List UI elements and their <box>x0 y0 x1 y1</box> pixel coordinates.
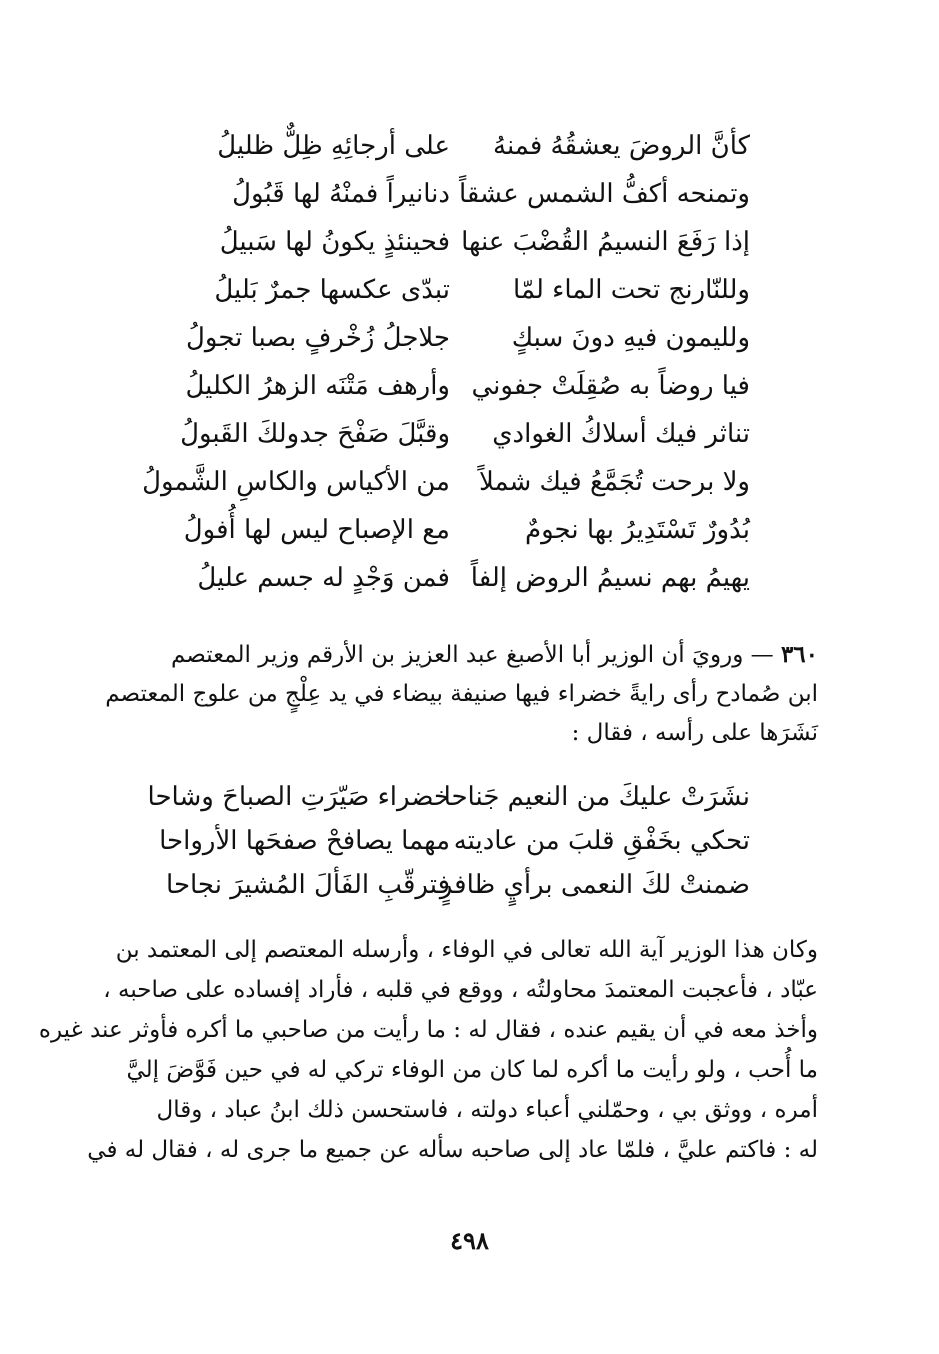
hemistich-second: فمن وَجْدٍ له جسم عليلُ <box>197 563 450 593</box>
verse <box>159 819 750 863</box>
paragraph-line: أمره ، ووثق بي ، وحمّلني أعباء دولته ، فاستحسن ذلك ابنُ عباد ، وقال <box>156 1097 818 1123</box>
paragraph-line: عبّاد ، فأعجبت المعتمدَ محاولتُه ، ووقع في قلبه ، فأراد إفساده على صاحبه ، <box>103 977 818 1003</box>
paragraph-line: له : فاكتم عليَّ ، فلمّا عاد إلى صاحبه سأله عن جميع ما جرى له ، فقال له في <box>87 1137 818 1163</box>
paragraph-continuation <box>38 930 818 1170</box>
verse <box>180 170 750 218</box>
hemistich-second: مهما يصافحْ صفحَها الأرواحا <box>159 826 450 856</box>
hemistich-first: كأنَّ الروضَ يعشقُهُ فمنهُ <box>493 131 750 161</box>
paragraph-line: نَشَرَها على رأسه ، فقال : <box>571 720 818 746</box>
hemistich-second: جلاجلُ زُخْرفٍ بصبا تجولُ <box>186 323 450 353</box>
hemistich-second: فترقّبِ الفَألَ المُشيرَ نجاحا <box>166 870 450 900</box>
hemistich-second: من الأكياس والكاسِ الشَّمولُ <box>142 467 450 497</box>
poem-second <box>147 775 750 907</box>
hemistich-second: وقبَّلَ صَفْحَ جدولكَ القَبولُ <box>180 419 450 449</box>
paragraph-line: ابن صُمادح رأى رايةً خضراء فيها صنيفة بيضاء في يد عِلْجٍ من علوج المعتصم <box>105 681 818 707</box>
hemistich-second: تبدّى عكسها جمرٌ بَليلُ <box>214 275 450 305</box>
hemistich-second: مع الإصباح ليس لها أُفولُ <box>183 515 450 545</box>
page-number: ٤٩٨ <box>450 1226 489 1255</box>
hemistich-first: إذا رَفَعَ النسيمُ القُضْبَ عنها <box>461 227 750 257</box>
poem-first <box>142 122 750 602</box>
verse <box>180 554 750 602</box>
hemistich-second: فحينئذٍ يكونُ لها سَبيلُ <box>219 227 450 257</box>
verse <box>180 362 750 410</box>
paragraph-line: ما أُحب ، ولو رأيت ما أكره لما كان من الوفاء تركي له في حين فَوَّضَ إليَّ <box>126 1057 818 1083</box>
hemistich-first: وتمنحه أكفُّ الشمس عشقاً <box>458 179 750 209</box>
hemistich-first: ولليمون فيهِ دونَ سبكٍ <box>511 323 750 353</box>
hemistich-first: فيا روضاً به صُقِلَتْ جفوني <box>471 371 750 401</box>
verse <box>180 314 750 362</box>
hemistich-first: بُدُورٌ تَسْتَدِيرُ بها نجومٌ <box>525 515 750 545</box>
verse <box>166 863 750 907</box>
hemistich-first: يهيمُ بهم نسيمُ الروض إلفاً <box>470 563 750 593</box>
verse <box>180 218 750 266</box>
hemistich-second: على أرجائِهِ ظِلٌّ ظليلُ <box>217 131 450 161</box>
hemistich-second: وأرهف مَتْنَه الزهرُ الكليلُ <box>185 371 450 401</box>
paragraph-line <box>118 635 818 675</box>
verse <box>180 506 750 554</box>
verse <box>142 458 750 506</box>
hemistich-first: ضمنتْ لكَ النعمى برأيٍ ظافرٍ <box>439 870 750 900</box>
hemistich-first: وللنّارنج تحت الماء لمّا <box>513 275 750 305</box>
verse <box>180 410 750 458</box>
hemistich-first: تحكي بخَفْقِ قلبَ من عاديته <box>453 826 750 856</box>
paragraph-line: وأخذ معه في أن يقيم عنده ، فقال له : ما رأيت من صاحبي ما أكره فأوثر عند غيره <box>38 1017 818 1043</box>
paragraph-line: وكان هذا الوزير آية الله تعالى في الوفاء ، وأرسله المعتصم إلى المعتمد بن <box>115 937 818 963</box>
paragraph-360 <box>105 635 818 753</box>
verse <box>180 266 750 314</box>
hemistich-second: خضراء صَيّرَتِ الصباحَ وشاحا <box>147 782 450 812</box>
hemistich-first: نشَرَتْ عليكَ من النعيم جَناحا <box>443 782 750 812</box>
verse <box>180 122 750 170</box>
verse <box>147 775 750 819</box>
hemistich-second: دنانيراً فمنْهُ لها قَبُولُ <box>232 179 450 209</box>
hemistich-first: تناثر فيك أسلاكُ الغوادي <box>492 419 750 449</box>
hemistich-first: ولا برحت تُجَمَّعُ فيك شملاً <box>478 467 750 497</box>
line-text: — ورويَ أن الوزير أبا الأصبغ عبد العزيز بن الأرقم وزير المعتصم <box>170 642 774 668</box>
entry-number: ٣٦٠ <box>780 641 818 668</box>
